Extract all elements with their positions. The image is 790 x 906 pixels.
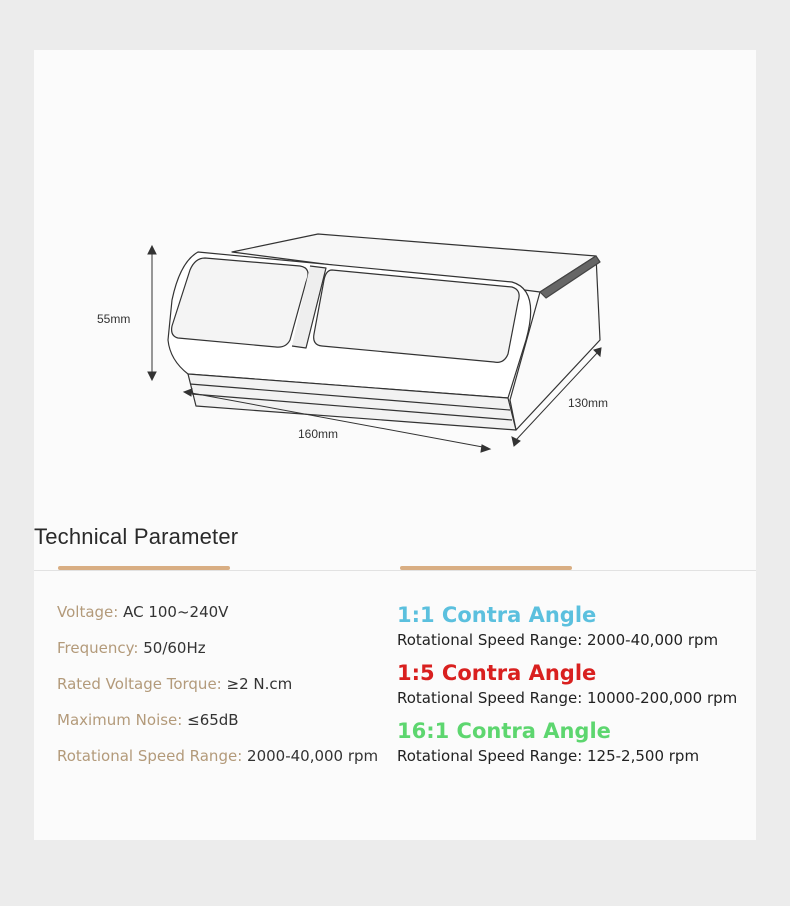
param-noise [57, 711, 239, 729]
device-left-screen [172, 258, 308, 347]
param-value: ≤65dB [187, 711, 239, 729]
param-value: ≥2 N.cm [226, 675, 293, 693]
contra-angle-1-1-speed: Rotational Speed Range: 2000-40,000 rpm [397, 631, 719, 649]
param-label: Frequency: [57, 639, 139, 657]
param-value: AC 100~240V [123, 603, 229, 621]
param-value: 50/60Hz [143, 639, 206, 657]
param-label: Maximum Noise: [57, 711, 183, 729]
accent-bar-right [400, 566, 572, 570]
param-label: Rated Voltage Torque: [57, 675, 222, 693]
param-label: Rotational Speed Range: [57, 747, 243, 765]
contra-angle-16-1-speed: Rotational Speed Range: 125-2,500 rpm [397, 747, 700, 765]
contra-angle-1-5-title: 1:5 Contra Angle [397, 661, 597, 685]
param-torque [57, 675, 292, 693]
contra-angle-16-1-title: 16:1 Contra Angle [397, 719, 611, 743]
depth-dimension-label: 130mm [568, 396, 609, 410]
contra-angle-1-5-speed: Rotational Speed Range: 10000-200,000 rpm [397, 689, 738, 707]
param-value: 2000-40,000 rpm [247, 747, 379, 765]
accent-bar-left [58, 566, 230, 570]
width-dimension-label: 160mm [298, 427, 339, 441]
contra-angle-1-1-title: 1:1 Contra Angle [397, 603, 597, 627]
param-frequency [57, 639, 206, 657]
param-voltage [57, 603, 228, 621]
divider [34, 570, 756, 571]
param-label: Voltage: [57, 603, 119, 621]
height-dimension-label: 55mm [97, 312, 131, 326]
param-speed-range [57, 747, 378, 765]
section-title: Technical Parameter [34, 524, 239, 549]
